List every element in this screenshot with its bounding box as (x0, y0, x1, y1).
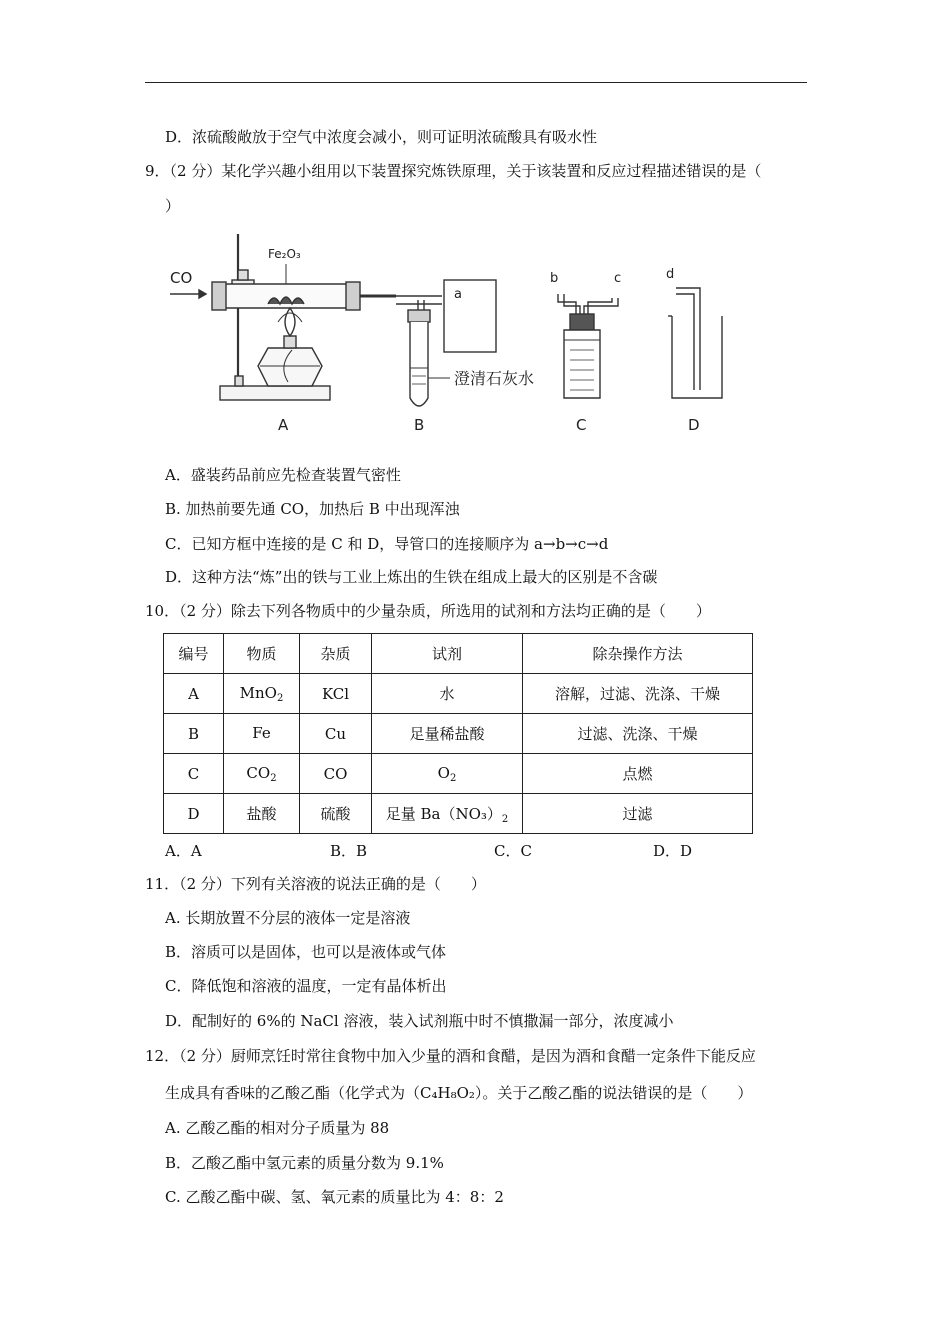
q10-answer-b: B．B (330, 842, 368, 860)
header-reagent: 试剂 (372, 634, 523, 674)
q11-option-a: A. 长期放置不分层的液体一定是溶液 (165, 909, 411, 927)
q8-option-d: D．浓硫酸敞放于空气中浓度会减小，则可证明浓硫酸具有吸水性 (165, 128, 598, 146)
row-id: C (164, 754, 224, 794)
row-reagent: 水 (372, 674, 523, 714)
row-id: B (164, 714, 224, 754)
q11-option-d: D．配制好的 6%的 NaCl 溶液，装入试剂瓶中时不慎撒漏一部分，浓度减小 (165, 1012, 674, 1030)
header-id: 编号 (164, 634, 224, 674)
impurity-removal-table (163, 633, 753, 834)
q10-answer-c: C．C (494, 842, 532, 860)
row-impurity: Cu (300, 714, 372, 754)
label-device-a: A (278, 416, 289, 434)
table-row (164, 754, 753, 794)
header-method: 除杂操作方法 (523, 634, 753, 674)
row-substance: Fe (224, 714, 300, 754)
q9-option-d: D．这种方法“炼”出的铁与工业上炼出的生铁在组成上最大的区别是不含碳 (165, 568, 658, 586)
device-a (170, 234, 396, 400)
row-reagent: 足量稀盐酸 (372, 714, 523, 754)
q9-stem: 9．（2 分）某化学兴趣小组用以下装置探究炼铁原理，关于该装置和反应过程描述错误的是（ (145, 162, 762, 180)
limewater-label: 澄清石灰水 (454, 369, 535, 388)
row-method: 点燃 (523, 754, 753, 794)
row-id: A (164, 674, 224, 714)
row-method: 溶解，过滤、洗涤、干燥 (523, 674, 753, 714)
port-c-label: c (614, 271, 622, 286)
label-device-b: B (414, 416, 425, 434)
row-substance: $CO_2$ (224, 754, 300, 794)
row-id: D (164, 794, 224, 834)
device-c (550, 271, 621, 398)
row-method: 过滤、洗涤、干燥 (523, 714, 753, 754)
device-d (666, 267, 722, 398)
q9-option-b: B. 加热前要先通 CO，加热后 B 中出现浑浊 (165, 500, 460, 518)
label-device-c: C (576, 416, 587, 434)
table-row (164, 794, 753, 834)
q9-stem-end: ） (165, 197, 181, 215)
q10-answer-d: D．D (653, 842, 693, 860)
row-reagent: 足量 $Ba(NO_3)_2$ (372, 794, 523, 834)
co-arrowhead (199, 290, 206, 298)
header-impurity: 杂质 (300, 634, 372, 674)
q11-option-b: B．溶质可以是固体，也可以是液体或气体 (165, 943, 447, 961)
q11-option-c: C．降低饱和溶液的温度，一定有晶体析出 (165, 977, 447, 995)
header-rule (145, 82, 807, 83)
port-b-label: b (550, 271, 559, 286)
row-substance: MnO$_2$ (224, 674, 300, 714)
q12-option-b: B．乙酸乙酯中氢元素的质量分数为 9.1% (165, 1154, 444, 1172)
table-row (164, 714, 753, 754)
row-method: 过滤 (523, 794, 753, 834)
q12-stem-cont: 生成具有香味的乙酸乙酯（化学式为（C₄H₈O₂）。关于乙酸乙酯的说法错误的是（ ） (165, 1084, 753, 1102)
q9-option-a: A．盛装药品前应先检查装置气密性 (165, 466, 401, 484)
row-impurity: CO (300, 754, 372, 794)
port-d-label: d (666, 267, 675, 282)
co-label: CO (170, 269, 193, 287)
table-header-row (164, 634, 753, 674)
q12-option-a: A. 乙酸乙酯的相对分子质量为 88 (165, 1119, 390, 1137)
q11-stem: 11．（2 分）下列有关溶液的说法正确的是（ ） (145, 875, 486, 893)
q10-stem: 10．（2 分）除去下列各物质中的少量杂质，所选用的试剂和方法均正确的是（ ） (145, 602, 711, 620)
table-row (164, 674, 753, 714)
row-substance: 盐酸 (224, 794, 300, 834)
header-substance: 物质 (224, 634, 300, 674)
port-a-label: a (454, 287, 462, 302)
iron-smelting-apparatus-figure (160, 226, 760, 438)
row-reagent: $O_2$ (372, 754, 523, 794)
q12-option-c: C. 乙酸乙酯中碳、氢、氧元素的质量比为 4：8：2 (165, 1188, 504, 1206)
q10-answer-a: A．A (165, 842, 202, 860)
label-device-d: D (688, 416, 700, 434)
q12-stem: 12．（2 分）厨师烹饪时常往食物中加入少量的酒和食醋，是因为酒和食醋一定条件下能反应 (145, 1047, 756, 1065)
row-impurity: 硫酸 (300, 794, 372, 834)
row-impurity: KCl (300, 674, 372, 714)
q9-option-c: C．已知方框中连接的是 C 和 D，导管口的连接顺序为 a→b→c→d (165, 535, 609, 553)
fe2o3-label: Fe₂O₃ (268, 247, 301, 261)
